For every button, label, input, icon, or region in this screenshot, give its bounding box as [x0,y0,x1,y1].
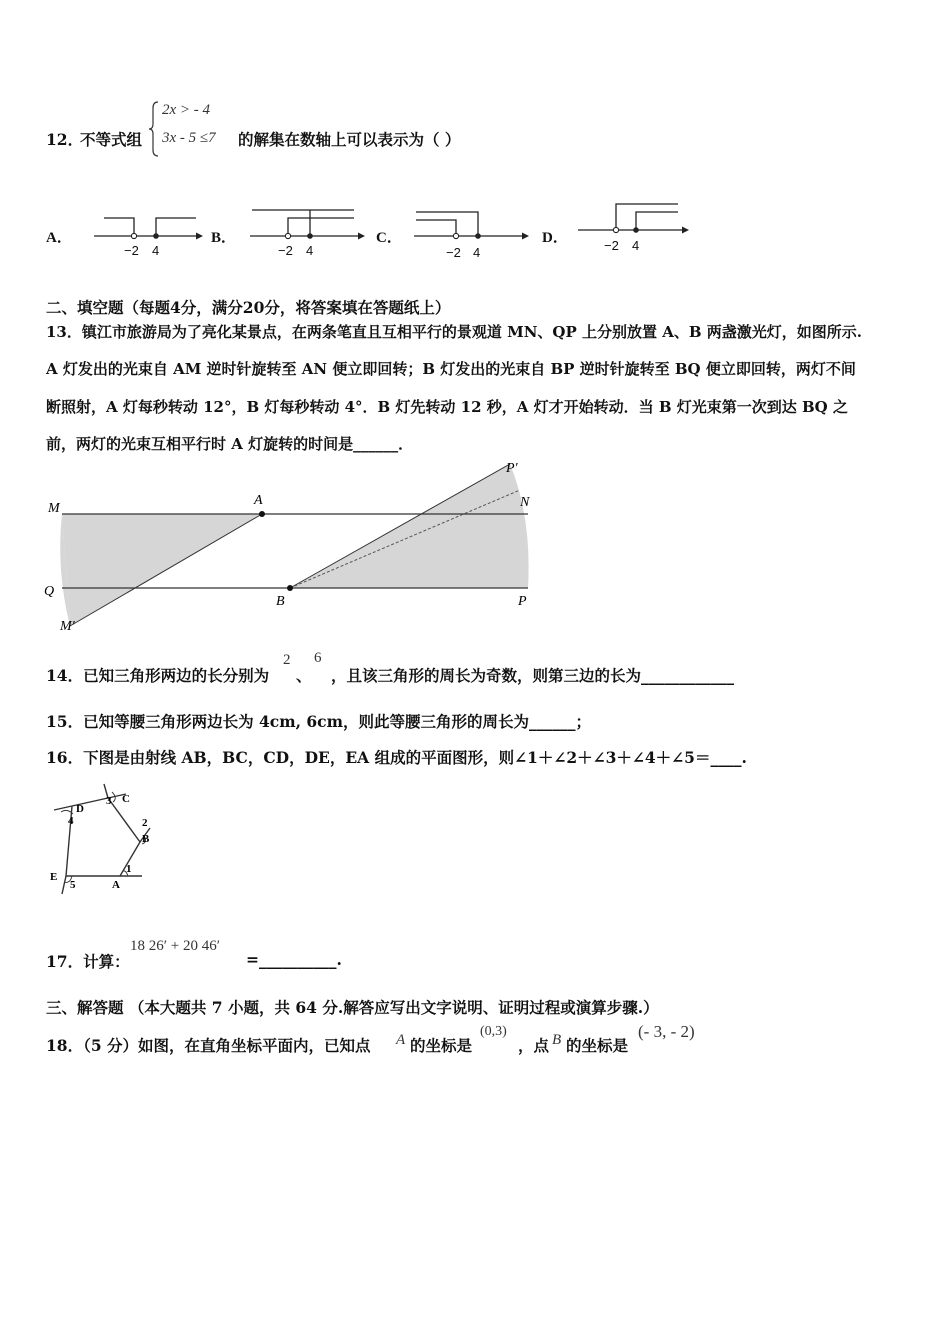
label-b: B [276,594,285,609]
axis-arrow [196,233,203,240]
option-a-label: A． [46,230,72,246]
q13-line-1: 13．镇江市旅游局为了亮化某景点，在两条笔直且互相平行的景观道 MN、QP 上分别放置 A、B 两盏激光灯，如图所示. [46,323,862,341]
label-m: M [48,501,60,516]
label-4: 4 [68,815,74,827]
label-p-prime: P′ [506,461,518,476]
q12-number: 12． [46,130,84,149]
label-5: 5 [70,879,76,891]
label-q: Q [44,584,55,599]
open-point [131,233,136,238]
lamp-b-point [287,585,293,591]
q14-separator: 、 [296,666,312,685]
q13-line-2: A 灯发出的光束自 AM 逆时针旋转至 AN 便立即回转；B 灯发出的光束自 BP 逆时针旋转至 BQ 便立即回转，两灯不间 [46,360,856,378]
label-p: P [518,594,527,609]
q14 [46,650,806,685]
laser-light-figure [40,458,540,642]
option-d-label: D． [542,230,568,246]
label-2: 2 [142,817,148,829]
option-c-label: C． [376,230,402,246]
q12-prefix: 不等式组 [80,130,143,149]
q18-mid-2: ，点 [518,1036,550,1055]
label-1: 1 [126,863,132,875]
q14-side-b: 6 [314,650,322,666]
q18-mid-3: 的坐标是 [566,1036,629,1055]
closed-point [153,233,159,239]
option-d-tick-4: 4 [632,238,640,253]
lamp-a-point [259,511,265,517]
q18-coord-b: (- 3, - 2) [638,1022,695,1041]
q18-point-a: A [396,1032,406,1048]
label-3: 3 [106,795,112,807]
q17-suffix: =__________. [246,950,342,969]
option-c-tick-4: 4 [473,245,481,260]
q14-prefix: 14．已知三角形两边的长分别为 [46,666,270,685]
label-e: E [50,871,58,883]
q13-line-3: 断照射，A 灯每秒转动 12°，B 灯每秒转动 4°．B 灯先转动 12 秒，A 灯才开始转动．当 B 灯光束第一次到达 BQ 之 [46,398,848,416]
q17-prefix: 17．计算： [46,952,130,971]
q17 [46,938,446,971]
option-b-tick-neg2: −2 [278,243,293,258]
label-a: A [254,493,263,508]
ray-ea-ext [62,876,66,894]
q15-text: 15．已知等腰三角形两边长为 4cm, 6cm，则此等腰三角形的周长为______； [46,712,592,731]
q17-expression: 18 26′ + 20 46′ [130,938,221,954]
option-a-tick-neg2: −2 [124,243,139,258]
label-b: B [142,833,150,845]
option-a-number-line [92,208,204,264]
section-2-title: 二、填空题（每题4分，满分20分，将答案填在答题纸上） [46,298,451,317]
q18-coord-a: (0,3) [480,1024,507,1039]
lamp-a-beam-sector [62,514,262,626]
q18-prefix: 18．（5 分）如图，在直角坐标平面内，已知点 [46,1036,371,1055]
option-a-tick-4: 4 [152,243,160,258]
label-c: C [122,793,130,805]
q18-point-b: B [552,1032,562,1048]
q16-text: 16．下图是由射线 AB，BC，CD，DE，EA 组成的平面图形，则∠1＋∠2＋∠3＋∠4＋∠5＝____. [46,748,747,767]
option-c-tick-neg2: −2 [446,245,461,260]
option-d-tick-neg2: −2 [604,238,619,253]
q12-inequality-2: 3x - 5 ≤7 [162,130,216,146]
q14-side-a: 2 [283,652,291,668]
option-c-number-line [412,208,530,264]
option-b-label: B． [211,230,237,246]
ray-pentagon-figure [46,780,166,902]
q18-mid-1: 的坐标是 [410,1036,473,1055]
q18 [46,1022,746,1056]
option-b-tick-4: 4 [306,243,314,258]
label-n: N [520,495,530,510]
ray-de-ext [54,806,72,810]
system-brace [148,100,160,158]
q14-suffix: ，且该三角形的周长为奇数，则第三边的长为____________ [331,666,735,685]
q13-line-4: 前，两灯的光束互相平行时 A 灯旋转的时间是______． [46,435,414,453]
label-a: A [112,879,120,891]
label-m-prime: M′ [60,619,75,634]
section-3-title: 三、解答题 （本大题共 7 小题，共 64 分.解答应写出文字说明、证明过程或演算步骤.） [46,998,659,1017]
q12-suffix: 的解集在数轴上可以表示为（ ） [238,130,461,149]
lamp-b-beam-sector [290,464,529,588]
label-d: D [76,803,84,815]
q12-inequality-1: 2x > - 4 [162,102,211,118]
